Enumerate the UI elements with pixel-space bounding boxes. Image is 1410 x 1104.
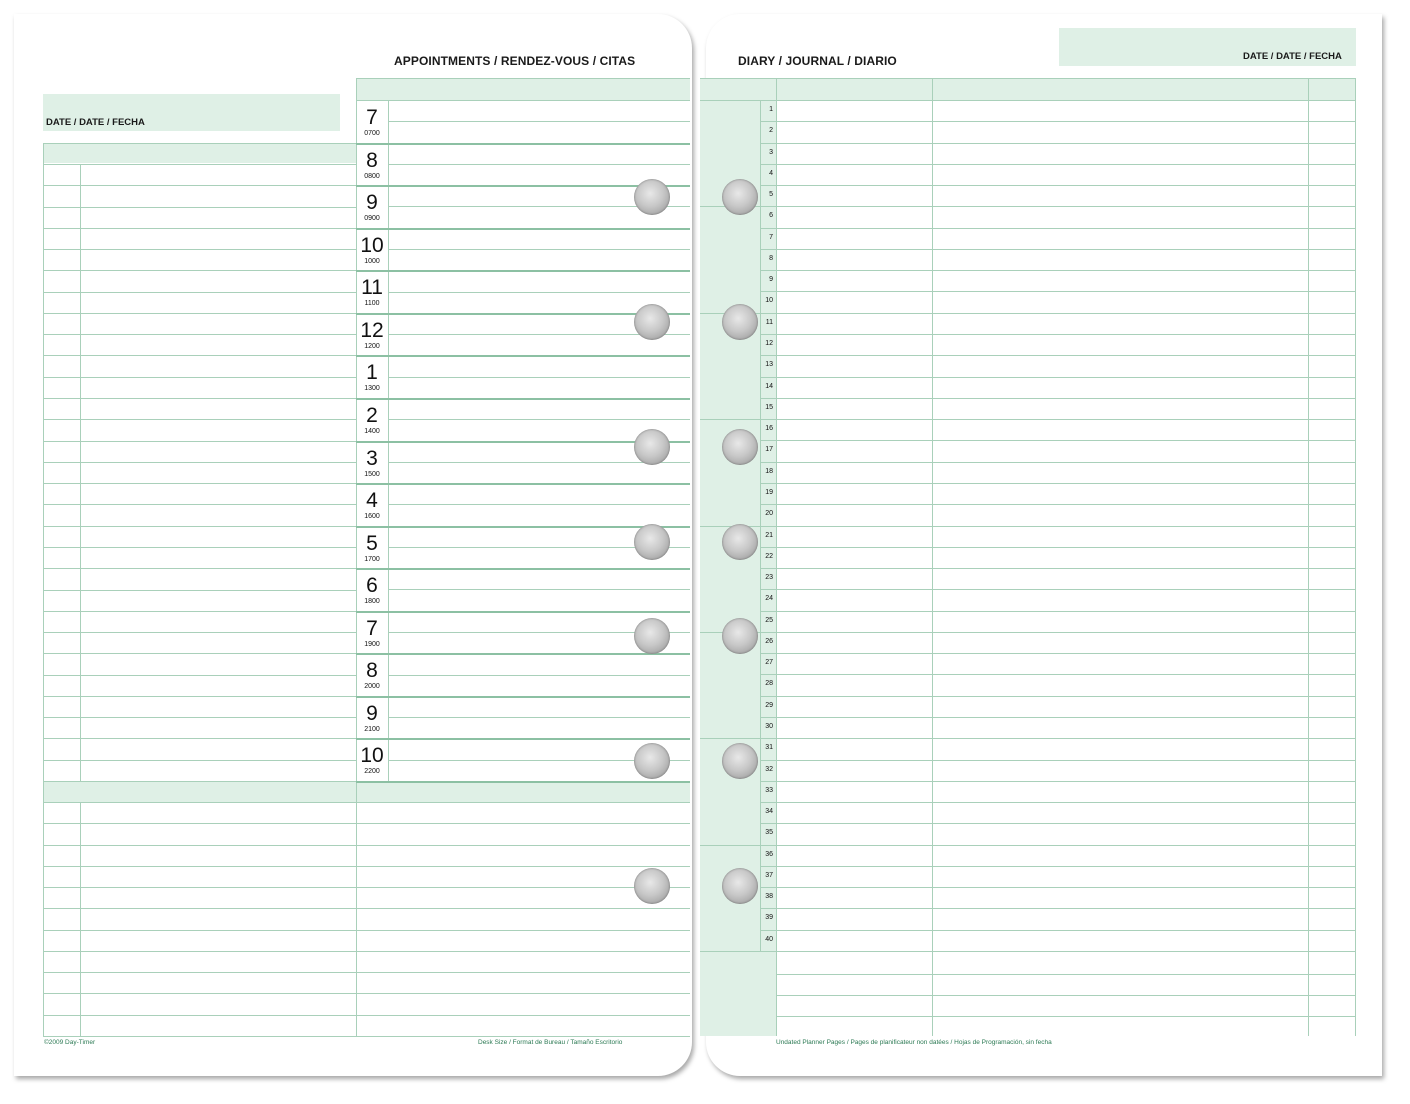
left-border — [43, 143, 44, 1036]
diary-row-number: 16 — [765, 425, 773, 432]
todo-rule — [43, 590, 356, 591]
expenses-header-band — [356, 781, 690, 802]
diary-row-number: 1 — [769, 106, 773, 113]
diary-rule — [760, 249, 1355, 250]
diary-rule — [760, 355, 1355, 356]
todo-rule — [43, 377, 356, 378]
hour-label: 1 — [366, 361, 378, 384]
hour-rule — [356, 483, 690, 485]
diary-extra-rule — [776, 1016, 1355, 1017]
hour-half-rule — [388, 377, 690, 378]
diary-row-number: 37 — [765, 872, 773, 879]
diary-row-number: 12 — [765, 340, 773, 347]
binder-hole — [634, 618, 670, 654]
diary-row-number: 28 — [765, 680, 773, 687]
hour-24h-label: 1500 — [364, 471, 380, 478]
diary-row-number: 26 — [765, 638, 773, 645]
todo-rule — [43, 526, 356, 527]
diary-rule — [760, 291, 1355, 292]
binder-hole — [634, 179, 670, 215]
diary-row-number: 35 — [765, 829, 773, 836]
phone-rule — [43, 1036, 356, 1037]
hour-label: 11 — [361, 276, 383, 299]
diary-rule — [760, 717, 1355, 718]
diary-row-number: 20 — [765, 510, 773, 517]
phone-rule — [43, 908, 356, 909]
hour-24h-label: 1100 — [364, 300, 380, 307]
todo-rule — [43, 483, 356, 484]
diary-row-number: 38 — [765, 893, 773, 900]
todo-rule — [43, 781, 356, 782]
expense-rule — [356, 993, 690, 994]
phone-header-band — [43, 781, 356, 802]
hour-24h-label: 0700 — [364, 130, 380, 137]
diary-rule — [760, 121, 1355, 122]
diary-number-tick-column — [760, 100, 761, 951]
left-footer-size: Desk Size / Format de Bureau / Tamaño Escritorio — [478, 1039, 623, 1046]
todo-rule — [43, 164, 356, 165]
appointments-header-band — [356, 78, 690, 100]
diary-extra-rule — [776, 974, 1355, 975]
diary-top-rule — [700, 78, 1355, 79]
todo-check-column — [80, 164, 81, 781]
expense-rule — [356, 1015, 690, 1016]
phone-rule — [43, 845, 356, 846]
phone-rule — [43, 887, 356, 888]
diary-rule — [760, 589, 1355, 590]
todo-rule — [43, 270, 356, 271]
diary-block-rule — [700, 951, 1355, 952]
diary-row-number: 9 — [769, 276, 773, 283]
diary-row-number: 21 — [765, 532, 773, 539]
appointments-rule — [356, 100, 690, 101]
hour-half-rule — [388, 292, 690, 293]
diary-row-number: 13 — [765, 361, 773, 368]
diary-row-number: 29 — [765, 702, 773, 709]
right-date-label: DATE / DATE / FECHA — [1243, 51, 1342, 62]
todo-rule — [43, 504, 356, 505]
diary-row-number: 24 — [765, 595, 773, 602]
binder-hole — [722, 179, 758, 215]
diary-rule — [760, 823, 1355, 824]
todo-top-rule — [43, 143, 356, 144]
hour-24h-label: 0800 — [364, 173, 380, 180]
diary-rule — [760, 164, 1355, 165]
binder-hole — [634, 524, 670, 560]
binder-hole — [722, 868, 758, 904]
diary-rule — [760, 143, 1355, 144]
diary-header-rule — [700, 100, 1355, 101]
diary-block-rule — [700, 313, 1355, 314]
right-planner-page — [706, 14, 1382, 1076]
diary-rule — [760, 696, 1355, 697]
hour-label: 10 — [360, 744, 384, 767]
binder-hole — [722, 524, 758, 560]
hour-label: 4 — [366, 489, 378, 512]
hour-label: 7 — [366, 617, 378, 640]
diary-row-number: 34 — [765, 808, 773, 815]
hour-label: 10 — [360, 234, 384, 257]
todo-rule — [43, 185, 356, 186]
expense-rule — [356, 930, 690, 931]
diary-row-number: 5 — [769, 191, 773, 198]
hour-label: 8 — [366, 149, 378, 172]
phone-rule — [43, 972, 356, 973]
hour-rule — [356, 143, 690, 145]
diary-row-number: 27 — [765, 659, 773, 666]
todo-rule — [43, 292, 356, 293]
hour-half-rule — [388, 675, 690, 676]
diary-rule — [760, 440, 1355, 441]
hour-label: 9 — [366, 702, 378, 725]
todo-rule — [43, 717, 356, 718]
diary-rule — [760, 334, 1355, 335]
hour-half-rule — [388, 589, 690, 590]
diary-block-rule — [700, 419, 1355, 420]
todo-rule — [43, 696, 356, 697]
todo-rule — [43, 441, 356, 442]
hour-half-rule — [388, 419, 690, 420]
binder-hole — [722, 429, 758, 465]
expense-rule — [356, 802, 690, 803]
diary-row-number: 7 — [769, 234, 773, 241]
hour-rule — [356, 653, 690, 655]
diary-rule — [760, 568, 1355, 569]
diary-row-number: 6 — [769, 212, 773, 219]
hour-24h-label: 1900 — [364, 641, 380, 648]
todo-rule — [43, 207, 356, 208]
diary-rule — [760, 270, 1355, 271]
left-footer-copyright: ©2009 Day-Timer — [44, 1039, 96, 1046]
todo-rule — [43, 249, 356, 250]
diary-column-2 — [1308, 78, 1309, 1036]
diary-row-number: 18 — [765, 468, 773, 475]
hour-half-rule — [388, 164, 690, 165]
todo-rule — [43, 760, 356, 761]
hour-24h-label: 1800 — [364, 598, 380, 605]
phone-rule — [43, 993, 356, 994]
hour-label: 8 — [366, 659, 378, 682]
diary-row-number: 39 — [765, 914, 773, 921]
binder-hole — [722, 743, 758, 779]
phone-check-column — [80, 802, 81, 1036]
diary-rule — [760, 185, 1355, 186]
hour-rule — [356, 270, 690, 272]
diary-column-1 — [932, 78, 933, 1036]
diary-row-number: 40 — [765, 936, 773, 943]
todo-rule — [43, 419, 356, 420]
diary-rule — [760, 462, 1355, 463]
hour-rule — [356, 611, 690, 613]
phone-rule — [43, 1015, 356, 1016]
diary-row-number: 2 — [769, 127, 773, 134]
appointments-header: APPOINTMENTS / RENDEZ-VOUS / CITAS — [394, 54, 636, 68]
diary-rule — [760, 653, 1355, 654]
diary-row-number: 14 — [765, 383, 773, 390]
hour-24h-label: 2100 — [364, 726, 380, 733]
binder-hole — [634, 304, 670, 340]
diary-row-number: 4 — [769, 170, 773, 177]
diary-rule — [760, 866, 1355, 867]
diary-rule — [760, 674, 1355, 675]
todo-header-band — [43, 143, 356, 163]
todo-rule — [43, 738, 356, 739]
diary-header: DIARY / JOURNAL / DIARIO — [738, 54, 897, 68]
diary-rule — [760, 611, 1355, 612]
todo-rule — [43, 568, 356, 569]
diary-rule — [760, 887, 1355, 888]
diary-rule — [760, 228, 1355, 229]
hour-rule — [356, 781, 690, 783]
hour-label: 3 — [366, 447, 378, 470]
expense-rule — [356, 823, 690, 824]
hour-rule — [356, 696, 690, 698]
diary-rule — [760, 483, 1355, 484]
expense-rule — [356, 866, 690, 867]
hour-24h-label: 1200 — [364, 343, 380, 350]
diary-row-number: 8 — [769, 255, 773, 262]
diary-row-number: 10 — [765, 297, 773, 304]
diary-block-rule — [700, 632, 1355, 633]
todo-rule — [43, 675, 356, 676]
diary-row-number: 15 — [765, 404, 773, 411]
expense-rule — [356, 972, 690, 973]
hour-label: 2 — [366, 404, 378, 427]
diary-number-column — [776, 78, 777, 1036]
hour-24h-label: 1300 — [364, 385, 380, 392]
diary-row-number: 17 — [765, 446, 773, 453]
todo-rule — [43, 547, 356, 548]
phone-rule — [43, 951, 356, 952]
diary-rule — [760, 802, 1355, 803]
diary-block-rule — [700, 738, 1355, 739]
diary-block-rule — [700, 845, 1355, 846]
hour-rule — [356, 355, 690, 357]
hour-label: 12 — [360, 319, 384, 342]
todo-rule — [43, 398, 356, 399]
expense-rule — [356, 845, 690, 846]
hour-24h-label: 2000 — [364, 683, 380, 690]
diary-rule — [760, 504, 1355, 505]
diary-row-number: 23 — [765, 574, 773, 581]
diary-row-number: 19 — [765, 489, 773, 496]
diary-rule — [760, 398, 1355, 399]
diary-row-number: 25 — [765, 617, 773, 624]
binder-hole — [634, 429, 670, 465]
binder-hole — [722, 618, 758, 654]
expense-rule — [356, 908, 690, 909]
hour-24h-label: 0900 — [364, 215, 380, 222]
diary-row-number: 33 — [765, 787, 773, 794]
diary-extra-rule — [776, 995, 1355, 996]
phone-rule — [43, 866, 356, 867]
hour-24h-label: 1600 — [364, 513, 380, 520]
hour-24h-label: 1400 — [364, 428, 380, 435]
phone-rule — [43, 802, 356, 803]
diary-row-number: 3 — [769, 149, 773, 156]
hour-label: 6 — [366, 574, 378, 597]
hour-rule — [356, 228, 690, 230]
hour-rule — [356, 568, 690, 570]
diary-rule — [760, 930, 1355, 931]
hour-half-rule — [388, 249, 690, 250]
hour-24h-label: 2200 — [364, 768, 380, 775]
todo-rule — [43, 334, 356, 335]
diary-rule — [760, 781, 1355, 782]
diary-rule — [760, 908, 1355, 909]
hour-label: 7 — [366, 106, 378, 129]
right-footer: Undated Planner Pages / Pages de planificateur non datées / Hojas de Programación, sin fecha — [776, 1039, 1052, 1046]
todo-rule — [43, 355, 356, 356]
todo-rule — [43, 313, 356, 314]
diary-row-number: 36 — [765, 851, 773, 858]
diary-row-number: 31 — [765, 744, 773, 751]
hour-rule — [356, 398, 690, 400]
diary-right-border — [1355, 78, 1356, 1036]
hour-half-rule — [388, 504, 690, 505]
appointments-top-rule — [356, 78, 690, 79]
diary-rule — [760, 377, 1355, 378]
todo-rule — [43, 632, 356, 633]
left-planner-page — [14, 14, 692, 1076]
todo-rule — [43, 228, 356, 229]
hour-half-rule — [388, 121, 690, 122]
todo-rule — [43, 462, 356, 463]
hour-24h-label: 1700 — [364, 556, 380, 563]
diary-rule — [760, 760, 1355, 761]
binder-hole — [634, 743, 670, 779]
diary-block-rule — [700, 206, 1355, 207]
hour-rule — [356, 738, 690, 740]
diary-block-rule — [700, 526, 1355, 527]
expense-rule — [356, 951, 690, 952]
left-date-label: DATE / DATE / FECHA — [46, 117, 145, 128]
diary-row-number: 32 — [765, 766, 773, 773]
binder-hole — [634, 868, 670, 904]
hour-label: 5 — [366, 532, 378, 555]
diary-row-number: 11 — [765, 319, 773, 326]
expense-rule — [356, 1036, 690, 1037]
todo-rule — [43, 611, 356, 612]
binder-hole — [722, 304, 758, 340]
diary-header-band — [700, 78, 1355, 100]
hour-label: 9 — [366, 191, 378, 214]
phone-rule — [43, 823, 356, 824]
hour-24h-label: 1000 — [364, 258, 380, 265]
todo-rule — [43, 653, 356, 654]
diary-row-number: 22 — [765, 553, 773, 560]
phone-rule — [43, 930, 356, 931]
diary-row-number: 30 — [765, 723, 773, 730]
diary-rule — [760, 547, 1355, 548]
hour-half-rule — [388, 717, 690, 718]
